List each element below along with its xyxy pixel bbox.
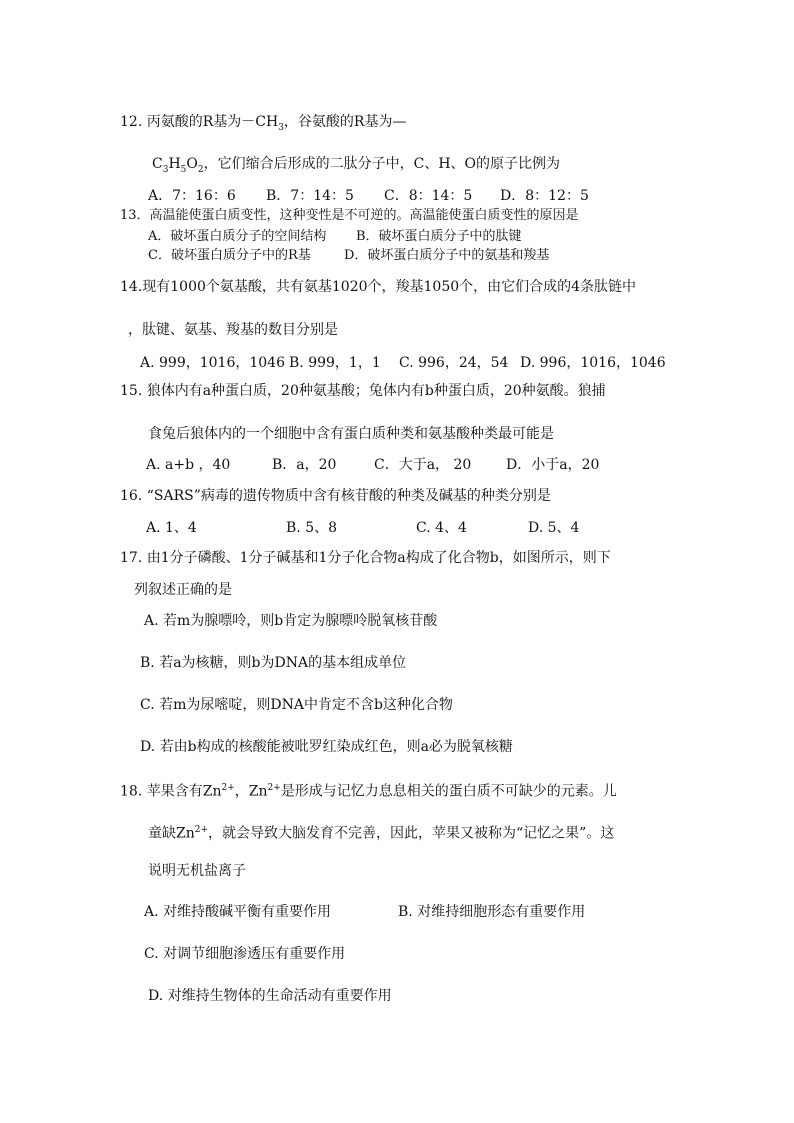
q12-stem-line2: $C_3H_5O_2$，它们缩合后形成的二肽分子中，C、H、O的原子比例为 <box>152 156 561 175</box>
q15-option-d: D．小于a，20 <box>506 457 600 473</box>
q18-stem-line3: 说明无机盐离子 <box>148 863 246 879</box>
q16-option-d: D. 5、4 <box>528 520 580 536</box>
q16-stem: 16. “SARS”病毒的遗传物质中含有核苷酸的种类及碱基的种类分别是 <box>120 488 551 504</box>
q17-option-b: B. 若a为核糖，则b为DNA的基本组成单位 <box>140 655 407 671</box>
q13-option-b: B．破坏蛋白质分子中的肽键 <box>356 229 522 244</box>
q18-stem-line2: 童缺$Zn^{2+}$，就会导致大脑发育不完善，因此，苹果又被称为“记忆之果”。这 <box>148 825 615 842</box>
q17-stem-line2: 列叙述正确的是 <box>134 582 232 598</box>
q15-option-c: C．大于a， 20 <box>374 457 472 473</box>
q17-stem-line1: 17. 由1分子磷酸、1分子碱基和1分子化合物a构成了化合物b，如图所示，则下 <box>120 550 611 566</box>
q12-stem-line1: 12. 丙氨酸的R基为$-CH_3$，谷氨酸的R基为— <box>120 114 407 133</box>
q16-option-a: A. 1、4 <box>146 520 197 536</box>
q18-option-b: B. 对维持细胞形态有重要作用 <box>398 904 586 920</box>
q13-option-c: C．破坏蛋白质分子中的R基 <box>148 248 311 263</box>
q16-option-c: C. 4、4 <box>416 520 467 536</box>
q14-option-d: D. 996，1016，1046 <box>520 355 666 371</box>
q13-option-a: A．破坏蛋白质分子的空间结构 <box>148 229 327 244</box>
q13-option-d: D．破坏蛋白质分子中的氨基和羧基 <box>344 248 550 263</box>
q15-stem-line1: 15. 狼体内有a种蛋白质，20种氨基酸；兔体内有b种蛋白质，20种氨酸。狼捕 <box>120 383 606 399</box>
q15-stem-line2: 食兔后狼体内的一个细胞中含有蛋白质种类和氨基酸种类最可能是 <box>148 426 554 442</box>
q15-option-a: A. a+b ，40 <box>146 457 231 473</box>
q18-option-c: C. 对调节细胞渗透压有重要作用 <box>144 946 346 962</box>
q17-option-a: A. 若m为腺嘌呤，则b肯定为腺嘌呤脱氧核苷酸 <box>144 613 438 629</box>
q18-stem-line1: 18. 苹果含有$Zn^{2+}$，$Zn^{2+}$是形成与记忆力息息相关的蛋白质不可缺少的元素。儿 <box>120 783 617 800</box>
q17-option-c: C. 若m为尿嘧啶，则DNA中肯定不含b这种化合物 <box>140 697 453 713</box>
q12-option-d: D．8：12：5 <box>500 188 589 204</box>
q14-option-a: A. 999，1016，1046 <box>140 355 285 371</box>
q14-option-c: C. 996，24，54 <box>399 355 509 371</box>
q15-option-b: B．a，20 <box>272 457 337 473</box>
q14-option-b: B. 999，1，1 <box>289 355 381 371</box>
q13-stem: 13．高温能使蛋白质变性，这种变性是不可逆的。高温能使蛋白质变性的原因是 <box>120 208 579 223</box>
q14-stem-line2: ，肽键、氨基、羧基的数目分别是 <box>128 322 338 338</box>
q18-option-d: D. 对维持生物体的生命活动有重要作用 <box>148 988 392 1004</box>
q18-option-a: A. 对维持酸碱平衡有重要作用 <box>144 904 332 920</box>
q14-stem-line1: 14.现有1000个氨基酸，共有氨基1020个，羧基1050个，由它们合成的4条肽链中 <box>120 279 637 295</box>
q12-option-b: B．7：14：5 <box>266 188 354 204</box>
q17-option-d: D. 若由b构成的核酸能被吡罗红染成红色，则a必为脱氧核糖 <box>140 739 513 755</box>
q16-option-b: B. 5、8 <box>286 520 338 536</box>
q12-option-c: C．8：14：5 <box>384 188 473 204</box>
q12-option-a: A．7：16：6 <box>148 188 236 204</box>
